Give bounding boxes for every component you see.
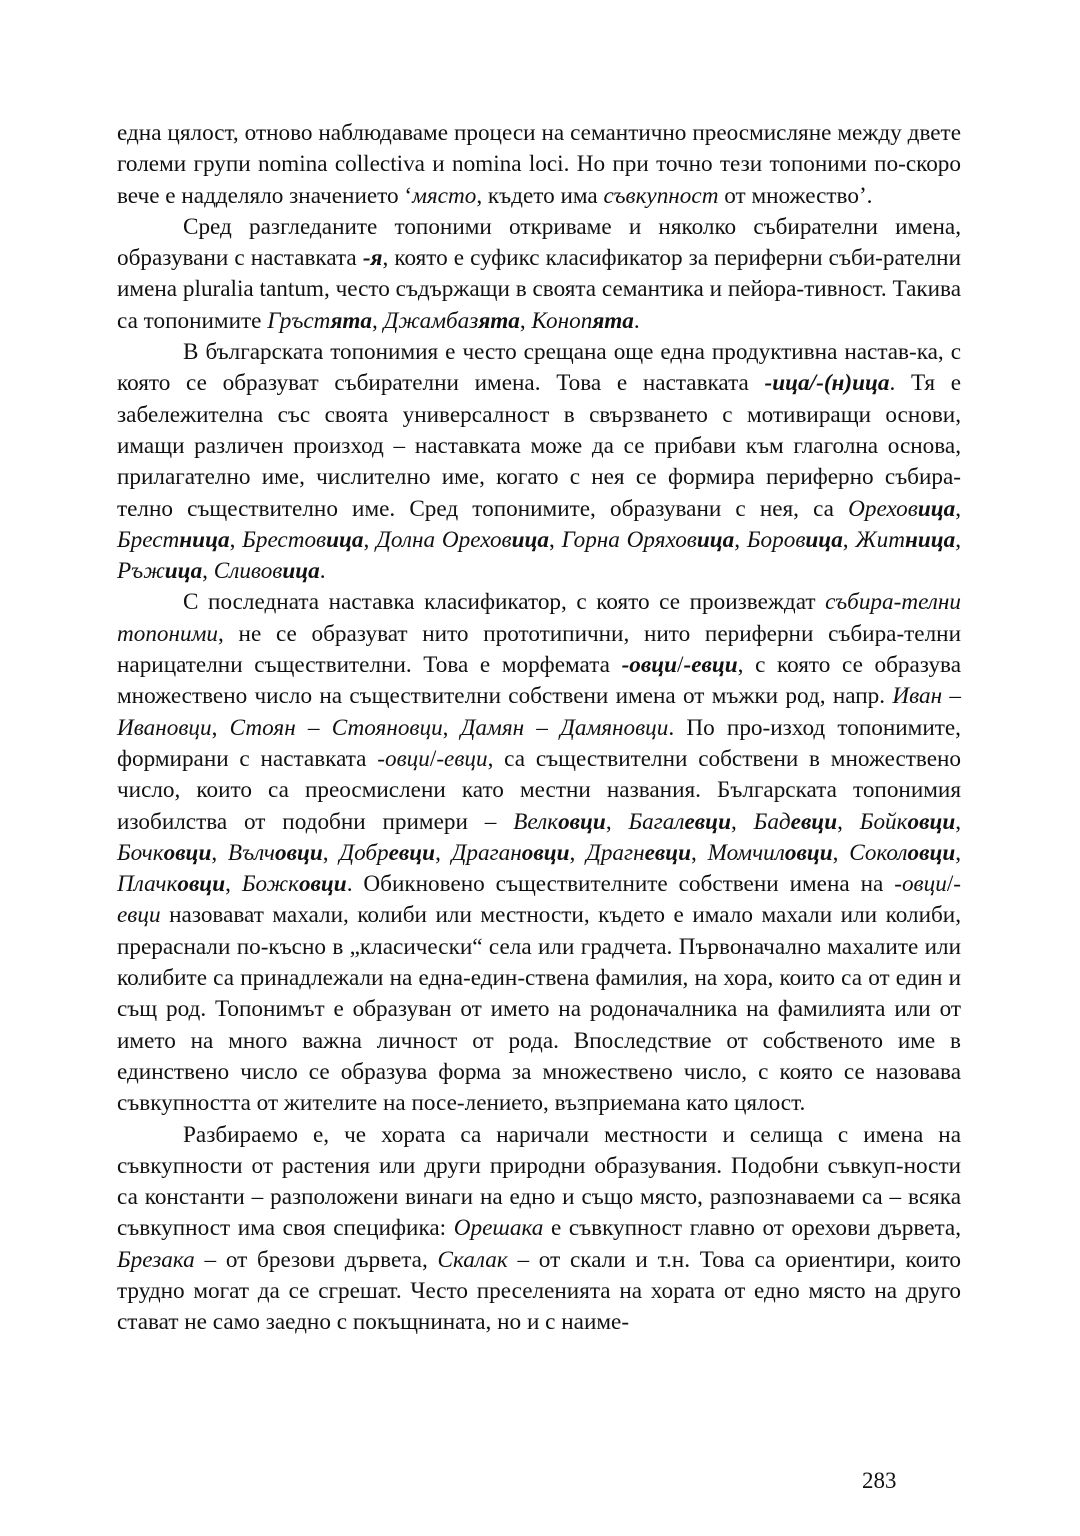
emphasis-segment: -евци bbox=[683, 652, 738, 679]
text-segment: , bbox=[435, 839, 452, 866]
text-segment: . bbox=[319, 558, 326, 585]
emphasis-segment: Джамбаз bbox=[383, 307, 479, 334]
emphasis-segment: Сливов bbox=[213, 558, 283, 585]
paragraph bbox=[117, 118, 961, 212]
text-segment: , bbox=[955, 526, 962, 553]
text-segment: , bbox=[605, 808, 629, 835]
emphasis-segment: овци bbox=[907, 839, 956, 866]
emphasis-segment: овци bbox=[784, 839, 833, 866]
emphasis-segment: ица bbox=[696, 526, 735, 553]
text-segment: е съвкупност главно от орехови дървета, bbox=[543, 1215, 962, 1242]
text-segment: Разбираемо е, че хората са наричали местности и селища с имена на съвкупности от растения или други природни образувания. Подобни съвкуп-ности са константи – разположени винаги на едно и също място, разпознаваеми са – всяка съвкупност има своя специфика: bbox=[117, 1121, 961, 1242]
emphasis-segment: ница bbox=[905, 526, 956, 553]
emphasis-segment: овци bbox=[275, 839, 323, 866]
text-segment: , bbox=[569, 839, 587, 866]
emphasis-segment: ница bbox=[179, 526, 230, 553]
text-segment: . По про-изход топонимите, формирани с наставката bbox=[117, 714, 961, 772]
emphasis-segment: ята bbox=[330, 307, 373, 334]
emphasis-segment: съвкупност bbox=[603, 182, 719, 209]
emphasis-segment: ица bbox=[326, 526, 364, 553]
emphasis-segment: -овци bbox=[894, 871, 947, 898]
text-segment: , са съществителни собствени в множествено число, които са преосмислени като местни названия. Българската топонимия изобилства от подобни примери – bbox=[117, 745, 961, 835]
text-segment: – от скали и т.н. Това са ориентири, които трудно могат да се сгрешат. Често преселенията на хората от едно място на друго стават не само заедно с покъщнината, но и с наиме- bbox=[117, 1246, 961, 1336]
emphasis-segment: Момчил bbox=[707, 839, 785, 866]
emphasis-segment: Сокол bbox=[849, 839, 908, 866]
text-segment: , bbox=[691, 839, 708, 866]
emphasis-segment: Ръж bbox=[117, 558, 165, 585]
emphasis-segment: овци bbox=[163, 839, 212, 866]
page-body bbox=[117, 118, 961, 1339]
emphasis-segment: Брест bbox=[117, 526, 180, 553]
emphasis-segment: овци bbox=[558, 808, 606, 835]
text-segment: , bbox=[549, 526, 562, 553]
emphasis-segment: овци bbox=[907, 808, 956, 835]
text-segment: , bbox=[442, 714, 461, 741]
text-segment: , bbox=[842, 526, 856, 553]
text-segment: / bbox=[429, 745, 437, 772]
emphasis-segment: овци bbox=[298, 871, 347, 898]
emphasis-segment: Горна Оряхов bbox=[561, 526, 697, 553]
text-segment: , не се образуват нито прототипични, нито периферни събира-телни нарицателни съществителни. Това е морфемата bbox=[117, 620, 961, 679]
emphasis-segment: Бад bbox=[753, 808, 791, 835]
emphasis-segment: Гръст bbox=[267, 307, 331, 334]
text-segment: , която е суфикс класификатор за периферни съби-рателни имена pluralia tantum, често съдържащи в своята семантика и пейора-тивност. Такива са топонимите bbox=[117, 245, 961, 334]
text-segment: , bbox=[372, 307, 384, 334]
emphasis-segment: -евци bbox=[436, 745, 488, 772]
emphasis-segment: Плачк bbox=[117, 871, 178, 898]
text-segment: , bbox=[955, 839, 962, 866]
emphasis-segment: -ица/-(н)ица bbox=[764, 370, 890, 397]
text-segment: – от брезови дървета, bbox=[194, 1246, 438, 1273]
paragraph bbox=[117, 212, 961, 337]
text-segment: . Тя е забележителна със своята универсалност в свързването с мотивиращи основи, имащи различен произход – наставката може да се прибави към глаголна основа, прилагателно име, числително име, когато с нея се формира периферно събира-телно съществително име. Сред топонимите, образувани с нея, са bbox=[117, 370, 961, 522]
emphasis-segment: евци bbox=[684, 808, 731, 835]
paragraph bbox=[117, 587, 961, 1119]
emphasis-segment: Иван – Ивановци bbox=[117, 683, 961, 741]
paragraph bbox=[117, 337, 961, 587]
emphasis-segment: Дамян – Дамяновци bbox=[460, 714, 669, 741]
emphasis-segment: евци bbox=[388, 839, 436, 866]
text-segment: . bbox=[633, 307, 640, 334]
page-number: 283 bbox=[862, 1468, 897, 1493]
emphasis-segment: Скалак bbox=[437, 1246, 508, 1273]
text-segment: С последната наставка класификатор, с която се произвеждат bbox=[183, 589, 826, 616]
emphasis-segment: -овци bbox=[621, 652, 678, 679]
emphasis-segment: Драгн bbox=[586, 839, 645, 866]
emphasis-segment: място bbox=[412, 182, 477, 209]
text-segment: една цялост, отново наблюдаваме процеси на семантично преосмисляне между двете големи групи nomina collectiva и nomina loci. Но при точно тези топоними по-скоро вече е надделяло значението ‘ bbox=[117, 120, 961, 209]
emphasis-segment: Вълч bbox=[227, 839, 275, 866]
text-segment: , bbox=[225, 871, 242, 898]
emphasis-segment: Долна Орехов bbox=[376, 526, 512, 553]
emphasis-segment: -евци bbox=[117, 871, 961, 929]
emphasis-segment: Орешака bbox=[453, 1215, 544, 1242]
text-segment: , bbox=[363, 526, 377, 553]
emphasis-segment: -овци bbox=[377, 745, 430, 772]
text-segment: , bbox=[734, 526, 747, 553]
emphasis-segment: -я bbox=[362, 245, 383, 272]
emphasis-segment: евци bbox=[644, 839, 692, 866]
emphasis-segment: Драган bbox=[451, 839, 522, 866]
text-segment: , bbox=[730, 808, 754, 835]
emphasis-segment: Добр bbox=[339, 839, 389, 866]
emphasis-segment: Коноп bbox=[531, 307, 593, 334]
text-segment: . Обикновено съществителните собствени имена на bbox=[346, 871, 895, 898]
text-segment: , bbox=[229, 526, 243, 553]
emphasis-segment: овци bbox=[521, 839, 570, 866]
emphasis-segment: ята bbox=[592, 307, 634, 334]
text-segment: / bbox=[946, 871, 954, 898]
text-segment: , с която се образува множествено число на съществителни собствени имена от мъжки род, напр. bbox=[117, 652, 961, 710]
emphasis-segment: ица bbox=[282, 558, 320, 585]
text-segment: , bbox=[837, 808, 860, 835]
emphasis-segment: овци bbox=[177, 871, 226, 898]
text-segment: В българската топонимия е често срещана още една продуктивна настав-ка, с която се образуват събирателни имена. Това е наставката bbox=[117, 339, 961, 397]
emphasis-segment: ица bbox=[805, 526, 843, 553]
emphasis-segment: Бочк bbox=[117, 839, 164, 866]
emphasis-segment: евци bbox=[790, 808, 838, 835]
emphasis-segment: Велк bbox=[513, 808, 559, 835]
text-segment: , bbox=[955, 495, 961, 522]
emphasis-segment: Жит bbox=[855, 526, 905, 553]
text-segment: , bbox=[211, 714, 230, 741]
emphasis-segment: Божк bbox=[241, 871, 299, 898]
text-segment: от множество’. bbox=[718, 182, 873, 209]
text-segment: , bbox=[832, 839, 850, 866]
text-segment: Сред разгледаните топоними откриваме и няколко събирателни имена, образувани с наставката bbox=[117, 213, 961, 272]
text-segment: / bbox=[677, 652, 684, 679]
emphasis-segment: Брестов bbox=[242, 526, 327, 553]
emphasis-segment: Бойк bbox=[859, 808, 908, 835]
emphasis-segment: ята bbox=[478, 307, 520, 334]
emphasis-segment: ица bbox=[164, 558, 203, 585]
text-segment: , bbox=[202, 558, 214, 585]
emphasis-segment: ица bbox=[511, 526, 549, 553]
emphasis-segment: Орехов bbox=[848, 495, 918, 522]
emphasis-segment: Багал bbox=[628, 808, 685, 835]
emphasis-segment: ица bbox=[917, 495, 956, 522]
text-segment: , където има bbox=[476, 182, 604, 209]
text-segment: , bbox=[519, 307, 532, 334]
text-segment: , bbox=[211, 839, 228, 866]
text-segment: , bbox=[322, 839, 340, 866]
emphasis-segment: Брезака bbox=[117, 1246, 195, 1273]
emphasis-segment: събира-телни топоними bbox=[117, 589, 961, 647]
emphasis-segment: Боров bbox=[746, 526, 806, 553]
emphasis-segment: Стоян – Стояновци bbox=[229, 714, 443, 741]
text-segment: назовават махали, колиби или местности, където е имало махали или колиби, прераснали по-късно в „класически“ села или градчета. Първоначално махалите или колибите са принадлежали на една-един-ствена фамилия, на хора, които са от един и същ род. Топонимът е образуван от името на родоначалника на фамилията или от името на много важна личност от рода. Впоследствие от собственото име в единствено число се образува форма за множествено число, с която се назовава съвкупността от жителите на посе-лението, възприемана като цялост. bbox=[117, 902, 961, 1117]
text-segment: , bbox=[955, 808, 962, 835]
paragraph bbox=[117, 1120, 961, 1339]
